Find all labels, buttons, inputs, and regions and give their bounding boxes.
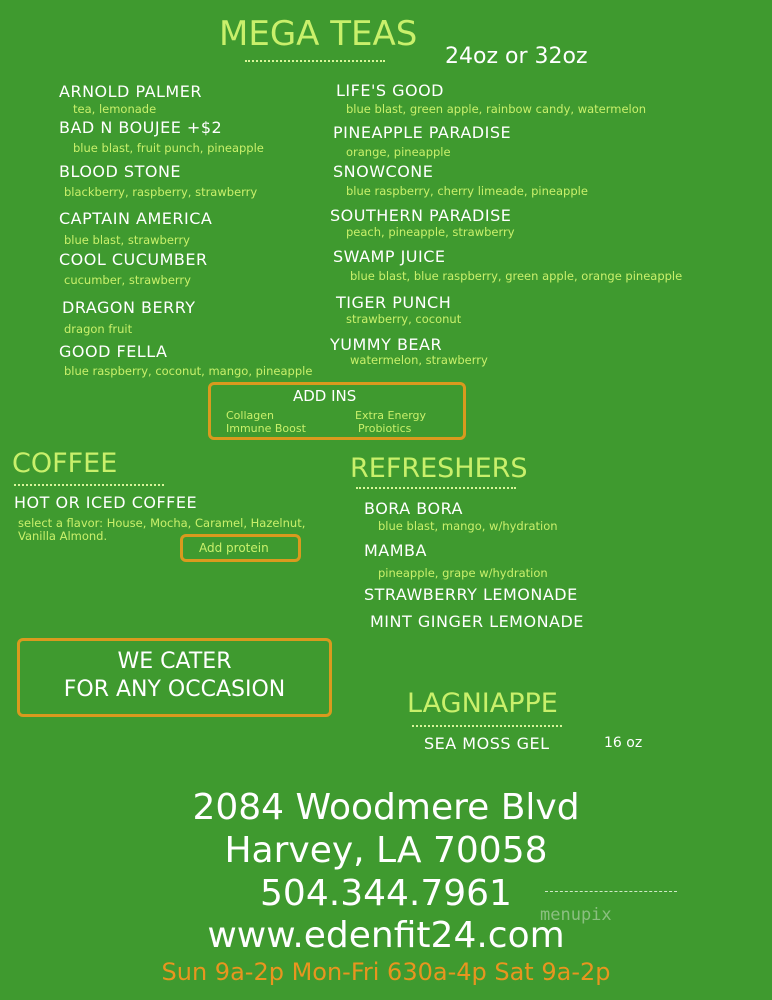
lagniappe-item-name: SEA MOSS GEL (424, 734, 550, 753)
coffee-flavors: select a flavor: House, Mocha, Caramel, Hazelnut, (18, 516, 306, 530)
refresher-item-name: BORA BORA (364, 499, 463, 518)
menu-item-name: ARNOLD PALMER (59, 82, 202, 101)
menu-item-desc: blue raspberry, coconut, mango, pineapple (64, 364, 313, 378)
website: www.edenfit24.com (207, 915, 565, 956)
menu-item-name: SWAMP JUICE (333, 247, 446, 266)
menu-item-name: COOL CUCUMBER (59, 250, 208, 269)
lagniappe-title: LAGNIAPPE (407, 688, 558, 719)
mega-teas-title: MEGA TEAS (219, 14, 418, 54)
add-ins-box (208, 382, 466, 440)
lagniappe-item-size: 16 oz (604, 735, 643, 751)
refresher-item-name: MINT GINGER LEMONADE (370, 612, 584, 631)
phone-number: 504.344.7961 (260, 873, 512, 914)
menu-item-name: BAD N BOUJEE +$2 (59, 118, 223, 137)
add-ins-title: ADD INS (293, 387, 357, 405)
add-in-item: Extra Energy (355, 409, 427, 422)
menu-item-name: PINEAPPLE PARADISE (333, 123, 512, 142)
menu-item-name: BLOOD STONE (59, 162, 182, 181)
coffee-item-name: HOT OR ICED COFFEE (14, 493, 198, 512)
menu-item-desc: blue blast, blue raspberry, green apple, orange pineapple (350, 269, 683, 283)
menu-item-name: DRAGON BERRY (62, 298, 196, 317)
refreshers-title: REFRESHERS (350, 453, 528, 484)
refresher-item-name: STRAWBERRY LEMONADE (364, 585, 578, 604)
menu-item-name: CAPTAIN AMERICA (59, 209, 213, 228)
refreshers-divider (356, 487, 516, 489)
menu-item-desc: blue blast, strawberry (64, 233, 190, 247)
menu-item-desc: blue blast, fruit punch, pineapple (73, 141, 264, 155)
menu-item-name: LIFE'S GOOD (336, 81, 444, 100)
menu-item-name: GOOD FELLA (59, 342, 168, 361)
refresher-item-desc: pineapple, grape w/hydration (378, 566, 548, 580)
menu-item-desc: blue raspberry, cherry limeade, pineapple (346, 184, 588, 198)
add-protein-box (180, 534, 301, 562)
coffee-divider (14, 484, 164, 486)
coffee-title: COFFEE (12, 448, 118, 479)
refresher-item-name: MAMBA (364, 541, 427, 560)
menu-item-name: SOUTHERN PARADISE (330, 206, 512, 225)
menu-item-desc: peach, pineapple, strawberry (346, 225, 515, 239)
add-in-item: Immune Boost (226, 422, 306, 435)
menu-item-desc: tea, lemonade (73, 102, 157, 116)
refresher-item-desc: blue blast, mango, w/hydration (378, 519, 558, 533)
add-in-item: Collagen (226, 409, 274, 422)
add-protein-label: Add protein (199, 541, 269, 555)
add-in-item: Probiotics (358, 422, 412, 435)
catering-line-2: FOR ANY OCCASION (63, 677, 286, 702)
menu-item-desc: dragon fruit (64, 322, 133, 336)
menu-item-desc: watermelon, strawberry (350, 353, 488, 367)
title-divider (245, 60, 385, 62)
mega-teas-sizes: 24oz or 32oz (445, 44, 588, 69)
menu-item-name: SNOWCONE (333, 162, 434, 181)
coffee-flavors: Vanilla Almond. (18, 529, 108, 543)
menu-item-desc: blackberry, raspberry, strawberry (64, 185, 258, 199)
address-line-1: 2084 Woodmere Blvd (192, 787, 580, 828)
menu-item-desc: cucumber, strawberry (64, 273, 191, 287)
menu-item-desc: blue blast, green apple, rainbow candy, watermelon (346, 102, 647, 116)
lagniappe-divider (412, 725, 562, 727)
menu-item-name: YUMMY BEAR (330, 335, 443, 354)
catering-line-1: WE CATER (117, 649, 232, 674)
menu-item-name: TIGER PUNCH (336, 293, 452, 312)
menu-item-desc: orange, pineapple (346, 145, 451, 159)
business-hours: Sun 9a-2p Mon-Fri 630a-4p Sat 9a-2p (161, 958, 611, 986)
address-line-2: Harvey, LA 70058 (224, 830, 548, 871)
menupix-watermark: menupix (540, 905, 612, 925)
menu-item-desc: strawberry, coconut (346, 312, 462, 326)
catering-box (17, 638, 332, 717)
watermark-divider (545, 891, 677, 892)
